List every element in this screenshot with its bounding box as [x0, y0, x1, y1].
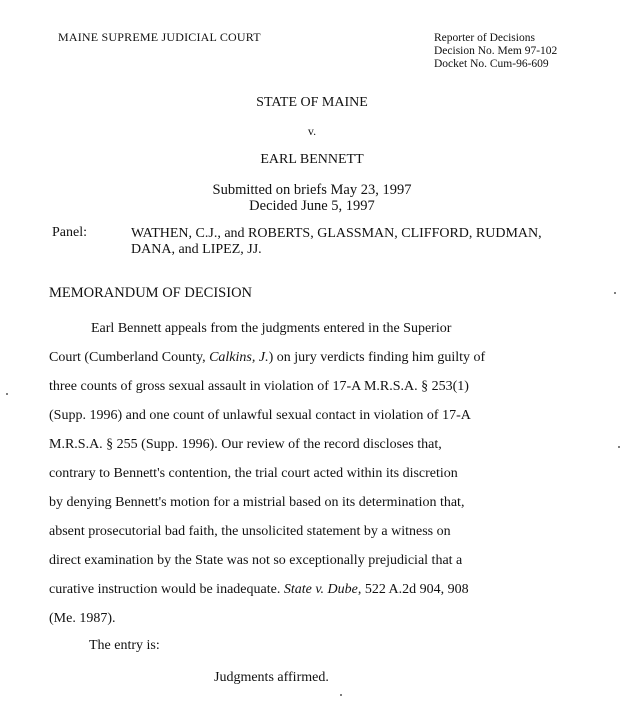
reporter-label: Reporter of Decisions [434, 32, 535, 44]
entry-label: The entry is: [89, 638, 160, 653]
memorandum-body [49, 314, 609, 633]
body-line [49, 343, 609, 372]
docket-number: Docket No. Cum-96-609 [434, 58, 549, 70]
panel-judges-line: WATHEN, C.J., and ROBERTS, GLASSMAN, CLIFFORD, RUDMAN, [131, 226, 542, 241]
body-text: Court (Cumberland County, [49, 350, 210, 365]
reporter-block [434, 32, 557, 71]
case-dates [0, 182, 624, 214]
panel-label: Panel: [52, 225, 87, 240]
body-text: ) on jury verdicts finding him guilty of [268, 350, 486, 365]
judge-name: Calkins, J. [209, 350, 269, 365]
body-line [49, 575, 609, 604]
body-line: Earl Bennett appeals from the judgments entered in the Superior [91, 321, 452, 336]
caption-versus: v. [307, 124, 317, 138]
body-line: three counts of gross sexual assault in violation of 17-A M.R.S.A. § 253(1) [49, 379, 469, 394]
scan-speck [340, 694, 342, 696]
scan-speck [6, 393, 8, 395]
body-text: , 522 A.2d 904, 908 [357, 582, 469, 597]
body-line: by denying Bennett's motion for a mistrial based on its determination that, [49, 495, 465, 510]
panel-judges [131, 226, 601, 258]
body-line: M.R.S.A. § 255 (Supp. 1996). Our review of the record discloses that, [49, 437, 442, 452]
submitted-date: Submitted on briefs May 23, 1997 [212, 182, 412, 198]
memorandum-heading: MEMORANDUM OF DECISION [49, 285, 253, 301]
body-line: contrary to Bennett's contention, the trial court acted within its discretion [49, 466, 458, 481]
court-name: MAINE SUPREME JUDICIAL COURT [58, 30, 261, 44]
body-line: absent prosecutorial bad faith, the unsolicited statement by a witness on [49, 524, 451, 539]
body-line: direct examination by the State was not so exceptionally prejudicial that a [49, 553, 463, 568]
case-citation: State v. Dube [283, 582, 358, 597]
decided-date: Decided June 5, 1997 [249, 198, 375, 214]
scan-speck [618, 446, 620, 448]
entry-result: Judgments affirmed. [214, 670, 329, 685]
caption-defendant: EARL BENNETT [260, 152, 364, 167]
body-line: (Supp. 1996) and one count of unlawful sexual contact in violation of 17-A [49, 408, 471, 423]
scan-speck [614, 292, 616, 294]
decision-number: Decision No. Mem 97-102 [434, 45, 558, 57]
caption-plaintiff: STATE OF MAINE [256, 95, 368, 110]
body-line: (Me. 1987). [49, 611, 116, 626]
panel-judges-line: DANA, and LIPEZ, JJ. [131, 242, 262, 257]
body-text: curative instruction would be inadequate. [49, 582, 284, 597]
